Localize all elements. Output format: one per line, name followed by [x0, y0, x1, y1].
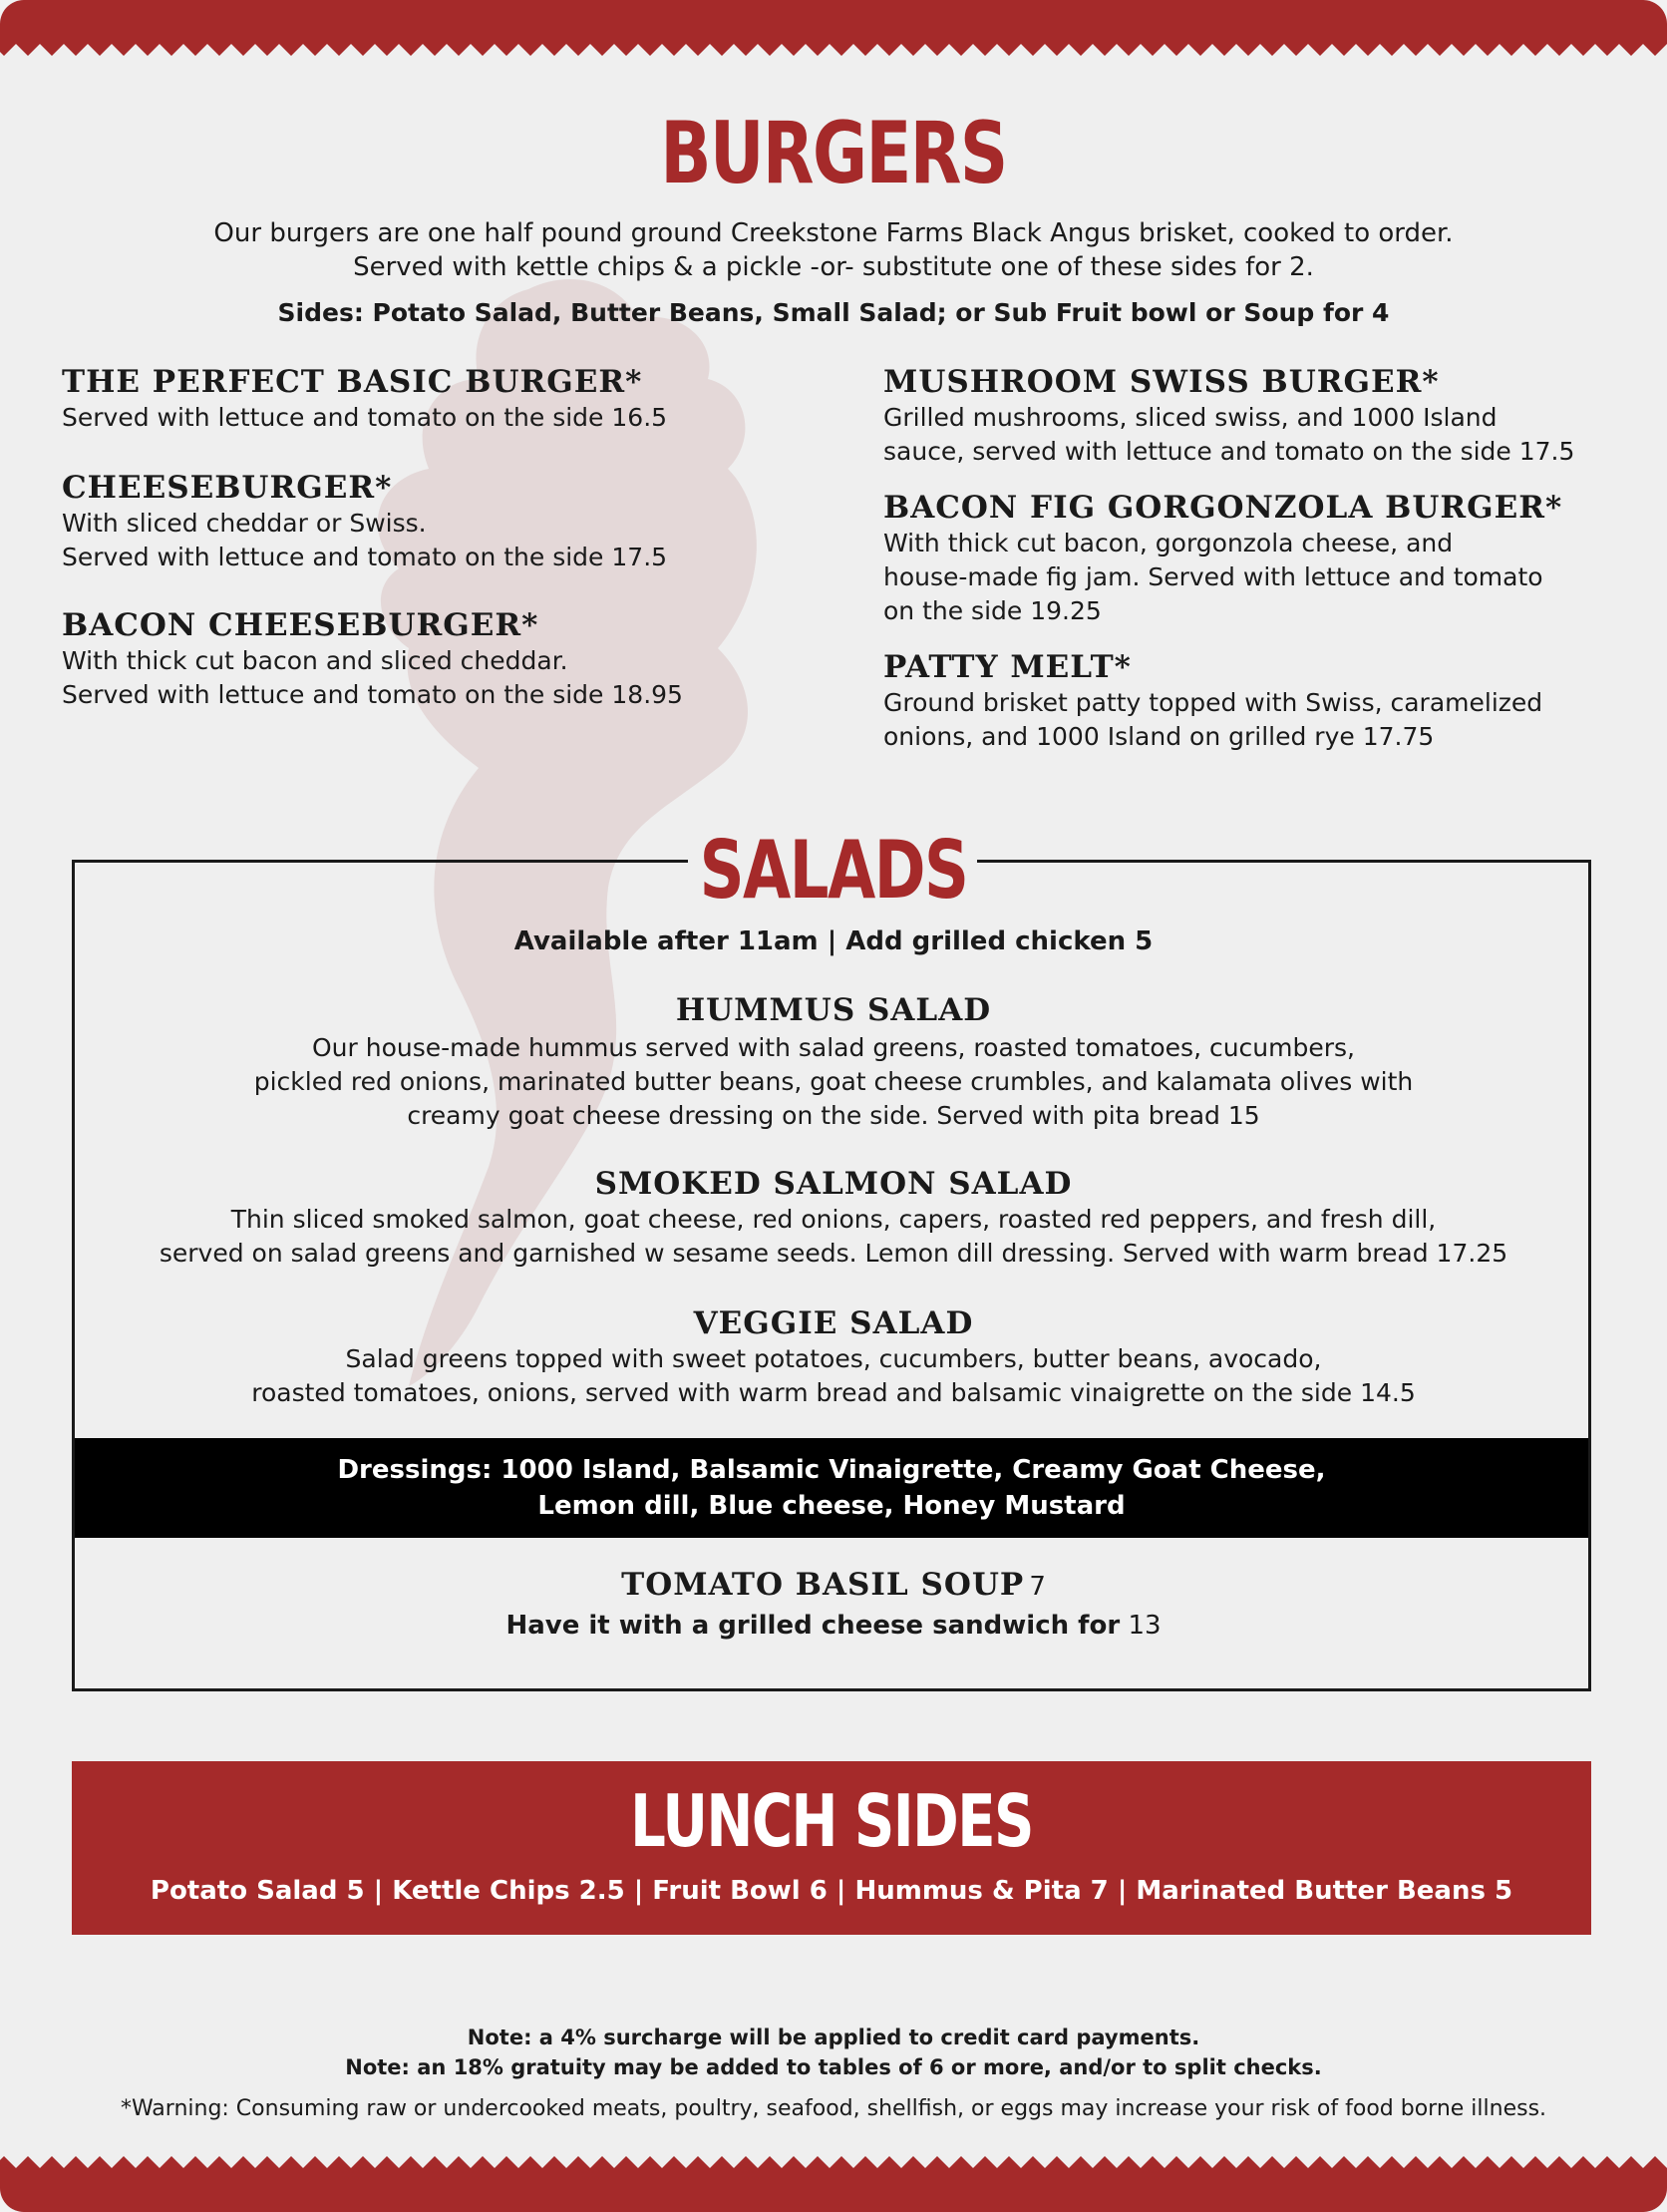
salad-description: Thin sliced smoked salmon, goat cheese, red onions, capers, roasted red peppers, and fresh dill, [230, 1205, 1437, 1234]
item-description: onions, and 1000 Island on grilled rye 17.75 [883, 722, 1435, 751]
menu-item [883, 363, 1641, 469]
item-name: MUSHROOM SWISS BURGER* [883, 364, 1440, 400]
burgers-section-title: BURGERS [660, 104, 1007, 203]
gratuity-note: Note: an 18% gratuity may be added to tables of 6 or more, and/or to split checks. [345, 2055, 1322, 2079]
salad-name: SMOKED SALMON SALAD [594, 1166, 1073, 1202]
item-name: BACON FIG GORGONZOLA BURGER* [883, 490, 1563, 526]
salad-description: Our house-made hummus served with salad greens, roasted tomatoes, cucumbers, [311, 1033, 1356, 1062]
menu-item [62, 363, 849, 435]
item-name: BACON CHEESEBURGER* [62, 607, 539, 643]
soup-combo-price: 13 [1128, 1611, 1162, 1641]
salad-description: roasted tomatoes, onions, served with warm bread and balsamic vinaigrette on the side 14.5 [251, 1378, 1416, 1407]
item-description: house-made fig jam. Served with lettuce and tomato [883, 562, 1543, 591]
salad-name: HUMMUS SALAD [675, 992, 992, 1028]
item-description: With thick cut bacon and sliced cheddar. [62, 646, 568, 675]
bottom-zigzag-border [0, 2152, 1667, 2212]
lunch-sides-list: Potato Salad 5 | Kettle Chips 2.5 | Fruit Bowl 6 | Hummus & Pita 7 | Marinated Butter Beans 5 [150, 1876, 1513, 1906]
item-description: Served with lettuce and tomato on the side 17.5 [62, 543, 668, 571]
top-zigzag-border [0, 0, 1667, 60]
item-description: sauce, served with lettuce and tomato on the side 17.5 [883, 437, 1575, 466]
dressings-line-2: Lemon dill, Blue cheese, Honey Mustard [537, 1491, 1126, 1521]
item-name: PATTY MELT* [883, 649, 1132, 685]
food-warning: *Warning: Consuming raw or undercooked meats, poultry, seafood, shellfish, or eggs may increase your risk of food borne illness. [120, 2096, 1547, 2121]
item-name: CHEESEBURGER* [62, 470, 393, 506]
soup-combo [0, 1608, 1667, 1644]
item-description: on the side 19.25 [883, 596, 1102, 625]
salad-description: creamy goat cheese dressing on the side. Served with pita bread 15 [407, 1101, 1260, 1130]
salad-description: Salad greens topped with sweet potatoes, cucumbers, butter beans, avocado, [345, 1344, 1322, 1373]
item-description: Served with lettuce and tomato on the side 18.95 [62, 680, 683, 709]
item-description: Grilled mushrooms, sliced swiss, and 1000 Island [883, 403, 1498, 432]
burgers-intro-line-1: Our burgers are one half pound ground Creekstone Farms Black Angus brisket, cooked to order. [213, 218, 1454, 248]
lunch-sides-box [72, 1761, 1591, 1935]
item-description: With thick cut bacon, gorgonzola cheese, and [883, 529, 1454, 557]
item-name: THE PERFECT BASIC BURGER* [62, 364, 643, 400]
salad-description: served on salad greens and garnished w sesame seeds. Lemon dill dressing. Served with warm bread 17.25 [159, 1239, 1508, 1268]
item-description: With sliced cheddar or Swiss. [62, 509, 427, 538]
salads-section-title: SALADS [699, 824, 968, 917]
salad-name: VEGGIE SALAD [693, 1305, 974, 1341]
soup-combo-text: Have it with a grilled cheese sandwich for [505, 1611, 1121, 1641]
menu-item [62, 606, 849, 712]
salads-availability: Available after 11am | Add grilled chicken 5 [513, 926, 1154, 956]
soup-price: 7 [1029, 1572, 1046, 1602]
menu-item [883, 489, 1641, 628]
surcharge-note: Note: a 4% surcharge will be applied to credit card payments. [467, 2026, 1200, 2049]
item-description: Ground brisket patty topped with Swiss, caramelized [883, 688, 1543, 717]
burgers-sides-note: Sides: Potato Salad, Butter Beans, Small Salad; or Sub Fruit bowl or Soup for 4 [277, 298, 1390, 327]
item-description: Served with lettuce and tomato on the side 16.5 [62, 403, 668, 432]
dressings-band [75, 1438, 1588, 1538]
soup-name: TOMATO BASIL SOUP [621, 1567, 1025, 1603]
salad-description: pickled red onions, marinated butter beans, goat cheese crumbles, and kalamata olives with [253, 1067, 1414, 1096]
dressings-line-1: Dressings: 1000 Island, Balsamic Vinaigrette, Creamy Goat Cheese, [337, 1455, 1326, 1485]
lunch-sides-title: LUNCH SIDES [630, 1779, 1033, 1863]
menu-item [883, 648, 1641, 754]
soup-heading [0, 1566, 1667, 1604]
menu-item [62, 469, 849, 574]
burgers-intro-line-2: Served with kettle chips & a pickle -or- substitute one of these sides for 2. [353, 252, 1314, 282]
